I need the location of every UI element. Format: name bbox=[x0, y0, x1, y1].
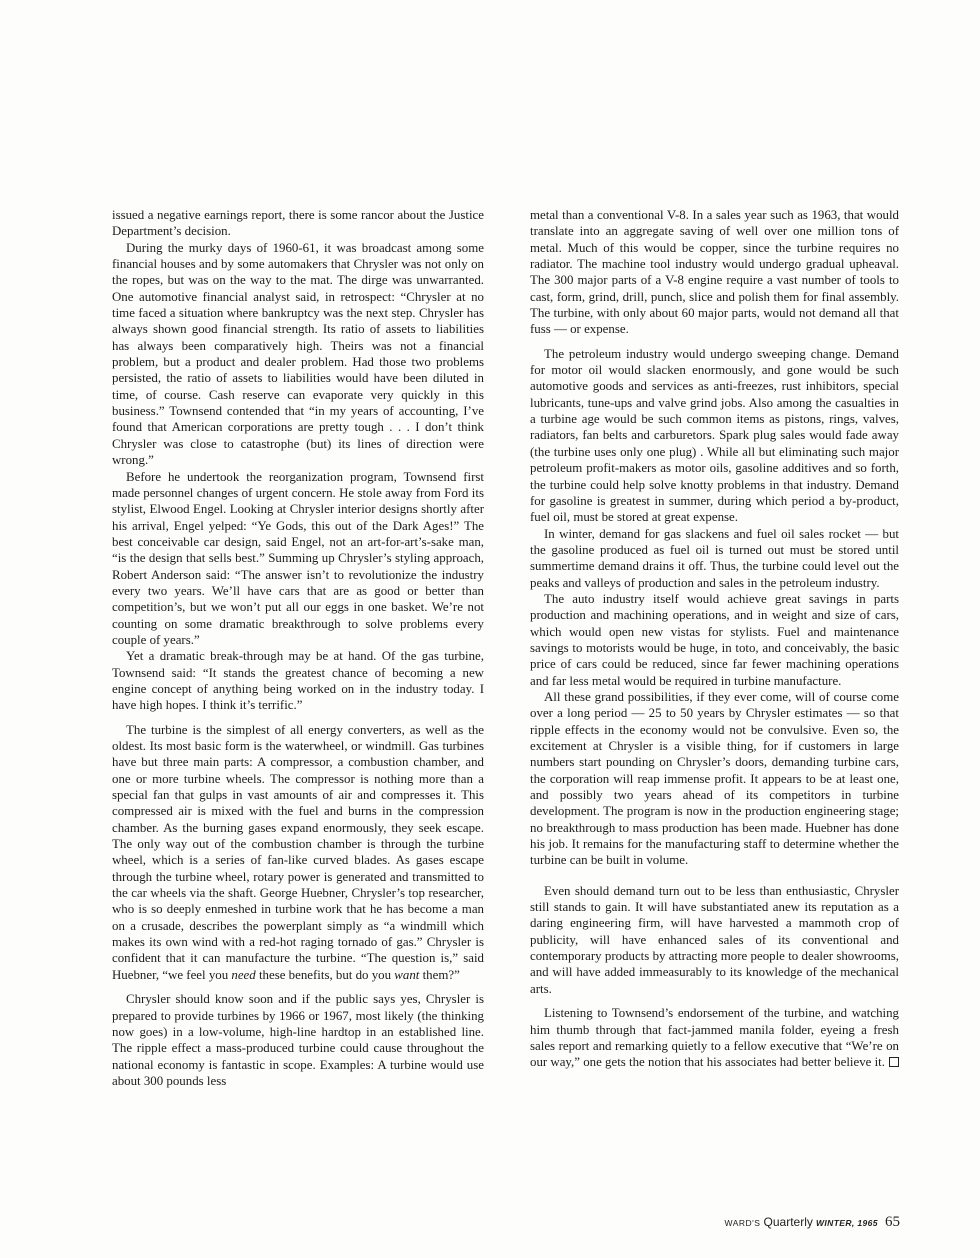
paragraph-text: these benefits, but do you bbox=[255, 967, 395, 982]
paragraph bbox=[112, 722, 484, 984]
right-column bbox=[530, 207, 899, 1071]
footer-issue: WINTER, 1965 bbox=[815, 1218, 878, 1228]
paragraph: Chrysler should know soon and if the public says yes, Chrysler is prepared to provide turbines by 1966 or 1967, most likely (the thinking now goes) in a low-volume, high-line hardtop in an established line. The ripple effect a mass-produced turbine could cause throughout the national economy is fantastic in scope. Examples: A turbine would use about 300 pounds less bbox=[112, 992, 484, 1088]
emphasis-need: need bbox=[231, 967, 256, 982]
paragraph-text: them?” bbox=[419, 967, 460, 982]
paragraph: issued a negative earnings report, there is some rancor about the Justice Department’s decision. bbox=[112, 208, 484, 239]
page-footer bbox=[725, 1214, 900, 1231]
emphasis-want: want bbox=[394, 967, 420, 982]
paragraph: All these grand possibilities, if they ever come, will of course come over a long period — 25 to 50 years by Chrysler estimates — so that ripple effects in the economy would not be convulsive. Even so, the excitement at Chrysler is a visible thing, for if customers in large numbers start pounding on Chrysler’s doors, demanding turbine cars, the corporation will reap immense profit. It appears to be at least one, and possibly two years ahead of its competitors in turbine development. The program is now in the production engineering stage; no breakthrough to mass production has been made. Huebner has done his job. It remains for the manufacturing staff to determine whether the turbine can be built in volume. bbox=[530, 689, 899, 868]
paragraph: Even should demand turn out to be less than enthusiastic, Chrysler still stands to gain. It will have substantiated anew its reputation as a daring engineering firm, will have harvested a mammoth crop of publicity, will have enhanced sales of its conventional and contemporary products by attracting more people to dealer showrooms, and will have added immeasurably to its knowledge of the mechanical arts. bbox=[530, 883, 899, 996]
paragraph: In winter, demand for gas slackens and fuel oil sales rocket — but the gasoline produced as fuel oil is turned out must be stored until summertime demand drains it off. Thus, the turbine could level out the peaks and valleys of production and sales in the petroleum industry. bbox=[530, 526, 899, 590]
footer-magazine: Quarterly bbox=[763, 1215, 813, 1229]
end-mark-icon bbox=[889, 1057, 899, 1067]
paragraph: The petroleum industry would undergo sweeping change. Demand for motor oil would slacken enormously, and gone would be such automotive goods and services as anti-freezes, rust inhibitors, special lubricants, tune-ups and valve grind jobs. Also among the casualties in a turbine age would be such common items as pistons, rings, valves, radiators, fan belts and carburetors. Spark plug sales would fade away (the turbine uses only one plug) . While all but eliminating such major petroleum profit-makers as motor oils, gasoline additives and so forth, the turbine could help solve knotty problems in that industry. Demand for gasoline is greatest in summer, during which period a by-product, fuel oil, must be stored at great expense. bbox=[530, 346, 899, 525]
paragraph: Before he undertook the reorganization program, Townsend first made personnel changes of urgent concern. He stole away from Ford its stylist, Elwood Engel. Looking at Chrysler interior designs shortly after his arrival, Engel yelped: “Ye Gods, this out of the Dark Ages!” The best conceivable car design, said Engel, not an art-for-art’s-sake man, “is the design that sells best.” Summing up Chrysler’s styling approach, Robert Anderson said: “The answer isn’t to revolutionize the industry every two years. We’ll have cars that are as good or better than competition’s, but we won’t put all our eggs in one basket. We’re not counting on some dramatic breakthrough to solve problems every couple of years.” bbox=[112, 469, 484, 647]
paragraph-text: The turbine is the simplest of all energy converters, as well as the oldest. Its most basic form is the waterwheel, or windmill. Gas turbines have but three main parts: A compressor, a combustion chamber, and one or more turbine wheels. The compressor is nothing more than a special fan that gulps in vast amounts of air and compresses it. This compressed air is mixed with the fuel and burns in the compression chamber. As the burning gases expand enormously, they seek escape. The only way out of the combustion chamber is through the turbine wheel, which is a series of fan-like curved blades. As gases escape through the turbine wheel, rotary power is generated and transmitted to the car wheels via the shaft. George Huebner, Chrysler’s top researcher, who is so deeply enmeshed in turbine work that he has become a man on a crusade, describes the powerplant simply as “a windmill which makes its own wind with a red-hot raging tornado of gas.” Chrysler is confident that it can manufacture the turbine. “The question is,” said Huebner, “we feel you bbox=[112, 722, 484, 982]
left-column bbox=[112, 207, 484, 1089]
paragraph: The auto industry itself would achieve great savings in parts production and machining operations, and in weight and size of cars, which would open new vistas for stylists. Fuel and maintenance savings to motorists would be huge, in toto, and conceivably, the basic price of cars could be reduced, since far fewer machining operations and far less metal would be required in turbine manufacture. bbox=[530, 591, 899, 688]
paragraph: Yet a dramatic break-through may be at hand. Of the gas turbine, Townsend said: “It stands the greatest chance of becoming a new engine concept of anything being worked on in the industry today. I have high hopes. I think it’s terrific.” bbox=[112, 649, 484, 713]
paragraph-text: Listening to Townsend’s endorsement of the turbine, and watching him thumb through that fact-jammed manila folder, eyeing a fresh sales report and remarking quietly to a fellow executive that “We’re on our way,” one gets the notion that his associates had better believe it. bbox=[530, 1006, 899, 1070]
paragraph: metal than a conventional V-8. In a sales year such as 1963, that would translate into an aggregate saving of well over one million tons of metal. Much of this would be copper, since the turbine requires no radiator. The machine tool industry would undergo gradual upheaval. The 300 major parts of a V-8 engine require a vast number of tools to cast, form, grind, drill, punch, slice and polish them for final assembly. The turbine, with only about 60 major parts, would not demand all that fuss — or expense. bbox=[530, 208, 899, 337]
paragraph: During the murky days of 1960-61, it was broadcast among some financial houses and by some automakers that Chrysler was not only on the ropes, but was on the way to the mat. The dirge was unwarranted. One automotive financial analyst said, in retrospect: “Chrysler at no time faced a situation where bankruptcy was the next step. Chrysler has always shown good financial strength. Its ratio of assets to liabilities has always been comparatively high. Theirs was not a financial problem, but a product and dealer problem. Had those two problems persisted, the ratio of assets to liabilities would have been diluted in time, of course. Cash reserve can evaporate very quickly in this business.” Townsend contended that “in my years of accounting, I’ve found that American corporations are pretty tough . . . I don’t think Chrysler was close to catastrophe (but) its lines of direction were wrong.” bbox=[112, 240, 484, 468]
page-number: 65 bbox=[885, 1214, 900, 1230]
paragraph bbox=[530, 1005, 899, 1070]
footer-brand: WARD'S bbox=[724, 1218, 761, 1228]
